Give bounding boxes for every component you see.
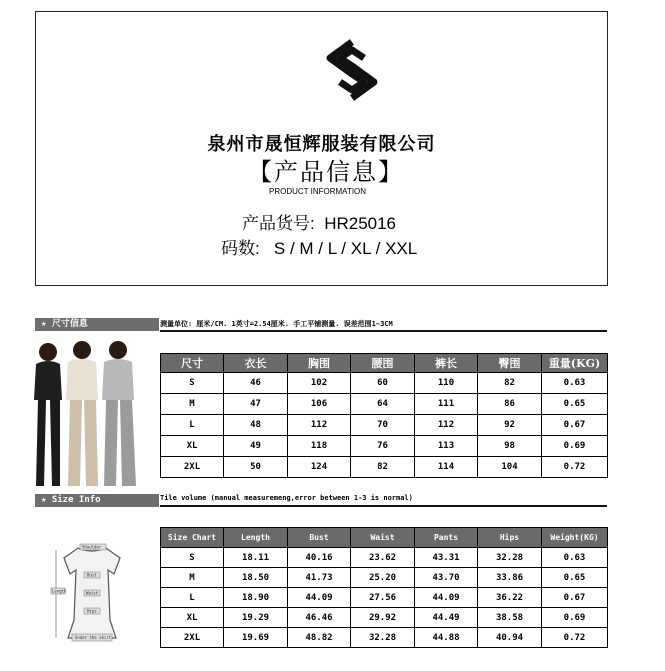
cell: 49 (224, 436, 288, 457)
column-header: Bust (288, 528, 351, 548)
cell: XL (161, 436, 224, 457)
product-number-label: 产品货号: (242, 214, 315, 233)
cell: 64 (351, 394, 415, 415)
cell: 76 (351, 436, 415, 457)
brand-logo-icon (322, 38, 382, 102)
size-info-cn-note: 测量单位: 厘米/CM. 1英寸=2.54厘米. 手工平铺测量. 误差范围1~3CM (160, 320, 393, 328)
size-info-en-note: Tile volume (manual measuremeng,error between 1-3 is normal) (160, 494, 413, 502)
cell: M (161, 394, 224, 415)
cell: 40.16 (288, 548, 351, 568)
cell: 124 (288, 457, 351, 478)
column-header: Waist (351, 528, 415, 548)
cell: 38.58 (478, 608, 542, 628)
cell: L (161, 588, 224, 608)
cell: 18.50 (224, 568, 288, 588)
cell: 104 (478, 457, 542, 478)
cell: 98 (478, 436, 542, 457)
cell: 92 (478, 415, 542, 436)
cell: 46.46 (288, 608, 351, 628)
table-header-row (161, 528, 608, 548)
table-row (161, 568, 608, 588)
model-right (102, 341, 136, 486)
cell: 33.86 (478, 568, 542, 588)
divider (160, 505, 607, 507)
cell: 19.29 (224, 608, 288, 628)
cell: 2XL (161, 457, 224, 478)
column-header: 重量(KG) (542, 354, 608, 373)
column-header: 裤长 (415, 354, 478, 373)
table-row (161, 415, 608, 436)
cell: 32.28 (478, 548, 542, 568)
size-info-en-tag: ★ Size Info (35, 494, 159, 507)
cell: 44.09 (415, 588, 478, 608)
cell: 44.09 (288, 588, 351, 608)
cell: 106 (288, 394, 351, 415)
cell: 118 (288, 436, 351, 457)
cell: 102 (288, 373, 351, 394)
cell: 111 (415, 394, 478, 415)
product-info-card (35, 11, 608, 286)
cell: 0.72 (542, 628, 608, 648)
cell: 0.67 (542, 415, 608, 436)
cell: 36.22 (478, 588, 542, 608)
column-header: 尺寸 (161, 354, 224, 373)
diagram-label-bust: Bust (87, 572, 97, 578)
column-header: Size Chart (161, 528, 224, 548)
table-row (161, 548, 608, 568)
cell: 48 (224, 415, 288, 436)
model-middle (66, 341, 98, 486)
cell: 110 (415, 373, 478, 394)
size-info-cn-tag: ★ 尺寸信息 (35, 318, 159, 331)
size-table-cn (160, 353, 608, 478)
sizes-line (221, 234, 417, 259)
cell: L (161, 415, 224, 436)
cell: 82 (478, 373, 542, 394)
cell: M (161, 568, 224, 588)
column-header: 臀围 (478, 354, 542, 373)
cell: 44.88 (415, 628, 478, 648)
cell: 0.65 (542, 568, 608, 588)
cell: 19.69 (224, 628, 288, 648)
table-row (161, 628, 608, 648)
column-header: 腰围 (351, 354, 415, 373)
sizes-label: 码数: (221, 239, 260, 258)
table-header-row (161, 354, 608, 373)
section-title-cn: 【产品信息】 (248, 158, 404, 186)
cell: 0.69 (542, 608, 608, 628)
cell: S (161, 548, 224, 568)
cell: XL (161, 608, 224, 628)
table-row (161, 457, 608, 478)
cell: 29.92 (351, 608, 415, 628)
table-row (161, 608, 608, 628)
cell: 43.31 (415, 548, 478, 568)
product-number: HR25016 (324, 214, 397, 233)
cell: 112 (415, 415, 478, 436)
cell: 0.67 (542, 588, 608, 608)
cell: 40.94 (478, 628, 542, 648)
cell: 32.28 (351, 628, 415, 648)
column-header: Hips (478, 528, 542, 548)
cell: 0.65 (542, 394, 608, 415)
column-header: 胸围 (288, 354, 351, 373)
cell: 48.82 (288, 628, 351, 648)
table-row (161, 394, 608, 415)
table-row (161, 373, 608, 394)
measurement-diagram (50, 540, 135, 645)
cell: 86 (478, 394, 542, 415)
diagram-label-under-skirt: Under the skirt (75, 635, 112, 640)
diagram-label-hips: Hips (87, 608, 97, 614)
section-title-en: PRODUCT INFORMATION (269, 187, 367, 196)
cell: 113 (415, 436, 478, 457)
cell: 25.20 (351, 568, 415, 588)
company-name: 泉州市晟恒辉服装有限公司 (207, 134, 436, 155)
model-left (34, 343, 62, 486)
cell: 47 (224, 394, 288, 415)
cell: 114 (415, 457, 478, 478)
table-row (161, 436, 608, 457)
diagram-label-waist: Waist (86, 590, 99, 596)
cell: 43.70 (415, 568, 478, 588)
cell: 23.62 (351, 548, 415, 568)
cell: S (161, 373, 224, 394)
table-row (161, 588, 608, 608)
column-header: Length (224, 528, 288, 548)
cell: 70 (351, 415, 415, 436)
diagram-label-length: Length (52, 588, 67, 594)
cell: 44.49 (415, 608, 478, 628)
product-number-line (242, 209, 396, 234)
cell: 46 (224, 373, 288, 394)
size-table-en (160, 527, 608, 648)
cell: 82 (351, 457, 415, 478)
column-header: Pants (415, 528, 478, 548)
diagram-label-shoulder: Shoulder (82, 544, 102, 550)
divider (160, 330, 607, 332)
cell: 18.11 (224, 548, 288, 568)
cell: 18.90 (224, 588, 288, 608)
cell: 60 (351, 373, 415, 394)
column-header: Weight(KG) (542, 528, 608, 548)
cell: 0.72 (542, 457, 608, 478)
cell: 27.56 (351, 588, 415, 608)
cell: 0.63 (542, 373, 608, 394)
product-photo (26, 338, 144, 488)
sizes-list: S / M / L / XL / XXL (273, 239, 418, 258)
cell: 41.73 (288, 568, 351, 588)
column-header: 衣长 (224, 354, 288, 373)
cell: 50 (224, 457, 288, 478)
cell: 2XL (161, 628, 224, 648)
cell: 112 (288, 415, 351, 436)
cell: 0.63 (542, 548, 608, 568)
cell: 0.69 (542, 436, 608, 457)
